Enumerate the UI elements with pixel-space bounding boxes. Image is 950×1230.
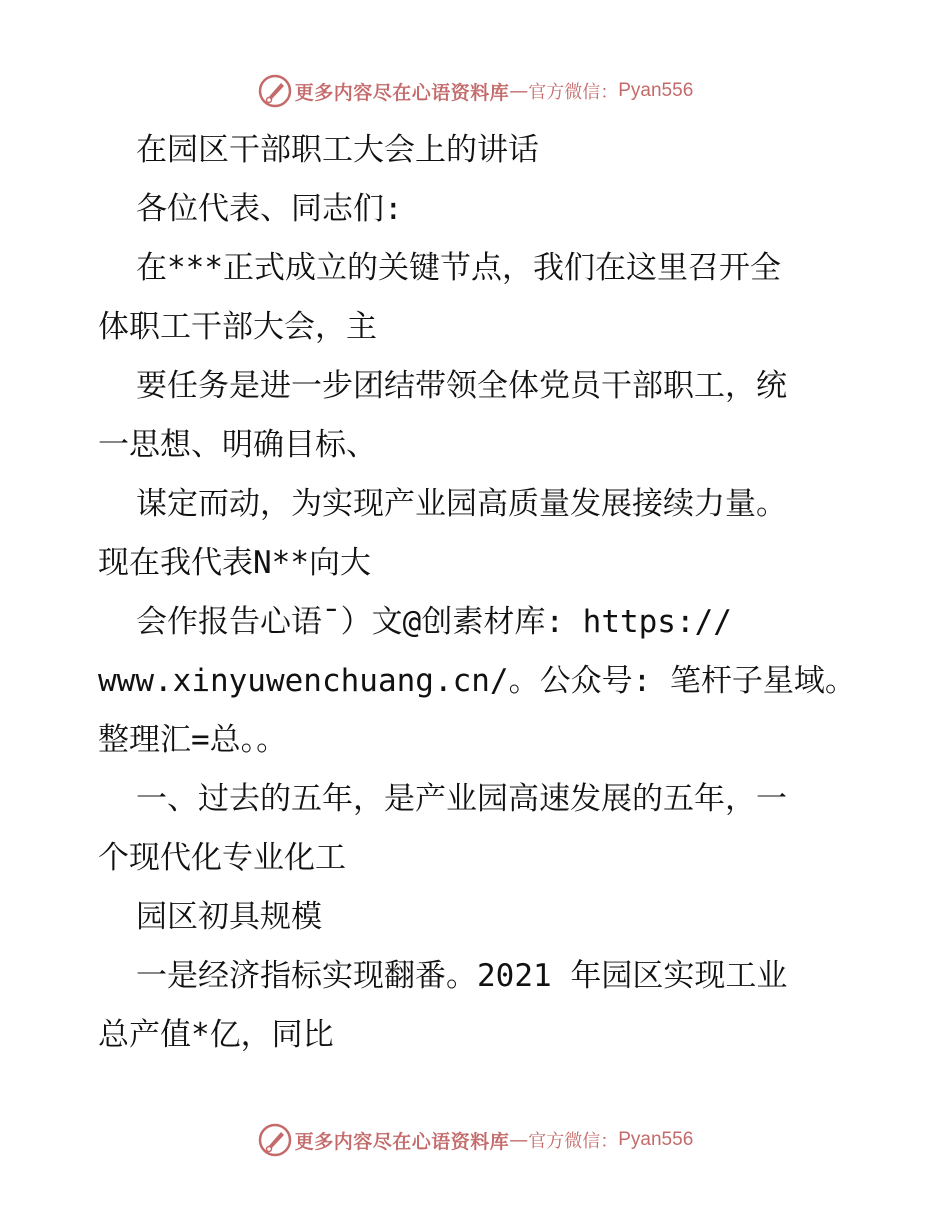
- paragraph-line: 现在我代表N**向大: [98, 545, 371, 581]
- wechat-handle: Pyan556: [618, 80, 694, 101]
- doc-title: 在园区干部职工大会上的讲话: [136, 132, 539, 168]
- paragraph-line: 要任务是进一步团结带领全体党员干部职工，统: [136, 368, 787, 404]
- paragraph-line: 总产值*亿，同比: [98, 1017, 334, 1053]
- salutation: 各位代表、同志们:: [136, 191, 403, 227]
- paragraph-line: 一思想、明确目标、: [98, 427, 377, 463]
- quill-logo-icon: [257, 73, 293, 109]
- paragraph-line: 一是经济指标实现翻番。2021 年园区实现工业: [136, 958, 788, 994]
- paragraph-line: 谋定而动，为实现产业园高质量发展接续力量。: [136, 486, 787, 522]
- footer-banner: [0, 1120, 950, 1160]
- promo-dash: —: [509, 1129, 529, 1151]
- paragraph-line: 整理汇=总。。: [98, 722, 288, 758]
- paragraph-line: 体职工干部大会，主: [98, 309, 377, 345]
- wechat-label: 官方微信：: [528, 82, 619, 103]
- wechat-label: 官方微信：: [528, 1131, 619, 1152]
- paragraph-line: 在***正式成立的关键节点，我们在这里召开全: [136, 250, 781, 286]
- section-heading: 一、过去的五年，是产业园高速发展的五年，一: [136, 781, 787, 817]
- promo-text: 更多内容尽在心语资料库: [294, 1130, 510, 1153]
- wechat-handle: Pyan556: [618, 1129, 694, 1150]
- section-heading-cont: 个现代化专业化工: [98, 840, 346, 876]
- header-banner: [0, 71, 950, 111]
- promo-dash: —: [509, 80, 529, 102]
- paragraph-line: www.xinyuwenchuang.cn/。公众号: 笔杆子星域。: [98, 663, 856, 699]
- promo-text: 更多内容尽在心语资料库: [294, 81, 510, 104]
- paragraph-line: 园区初具规模: [136, 899, 322, 935]
- paragraph-line: 会作报告心语¯）文@创素材库: https://: [136, 604, 732, 640]
- quill-logo-icon: [257, 1122, 293, 1158]
- document-body: [98, 121, 858, 1065]
